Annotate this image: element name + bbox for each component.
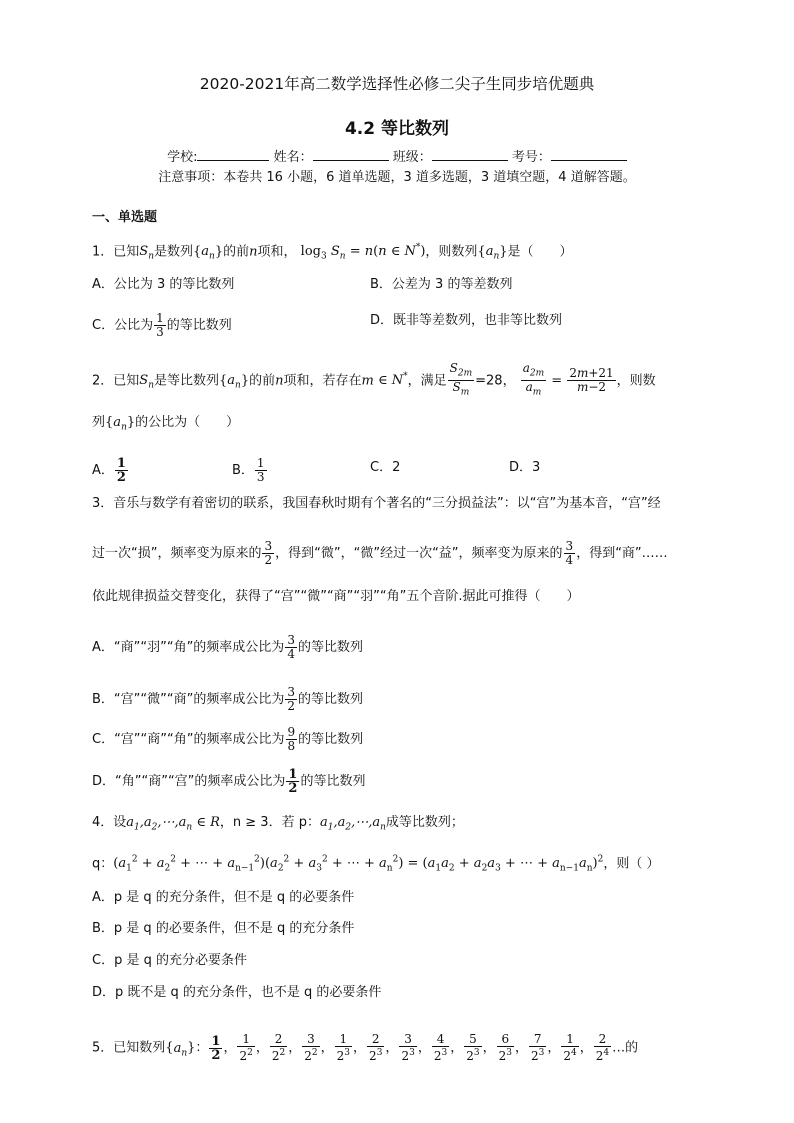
name-label: 姓名： bbox=[273, 150, 313, 165]
q2-option-a[interactable]: A． $\frac{1}{2}$ bbox=[92, 456, 126, 485]
q4-option-c[interactable]: C．p 是 q 的充分必要条件 bbox=[92, 953, 247, 968]
q1-option-c[interactable]: C．公比为 $\frac{1}{3}$ 的等比数列 bbox=[92, 311, 232, 339]
name-blank[interactable] bbox=[313, 148, 389, 161]
student-info-line bbox=[0, 146, 794, 165]
q4-option-b[interactable]: B．p 是 q 的必要条件，但不是 q 的充分条件 bbox=[92, 921, 355, 936]
question-3-line2: 过一次“损”，频率变为原来的 $\frac{3}{2}$ ，得到“微”，“微”经过一次“益”，频率变为原来的 $\frac{3}{4}$ ，得到“商”…… bbox=[92, 539, 668, 567]
section-subtitle: 4.2 等比数列 bbox=[344, 119, 450, 139]
question-5: 5．已知数列$\{a_n\}$： $\frac{1}{2}$ ， $\frac{1}{2^2}$ ， $\frac{2}{2^2}$ ， $\frac{3}{2^2}$ ， $\frac{1}{2^3}$ ， $\frac{2}{2^3}$ ， $\frac{3}{2^3}$ ， $\frac{4}{2^3}$ ， $\frac{5}{2^3}$ ， $\frac{6}{2^3}$ ， $\frac{7}{2^3}$ ， $\frac{1}{2^4}$ ， $\frac{2}{2^4}$ …的 bbox=[92, 1032, 639, 1063]
question-4-condition-q: q：($a_1^2 + a_2^2$ + ⋯ + $a_{n-1}^2)(a_2^2 + a_3^2$ + ⋯ + $a_n^2) = (a_1a_2 + a_2a_3$ + ⋯ + $a_{n-1}a_n)^2$，则（ ） bbox=[92, 855, 660, 874]
number-label: 考号： bbox=[511, 150, 551, 165]
notice: 注意事项：本卷共 16 小题，6 道单选题，3 道多选题，3 道填空题，4 道解答题。 bbox=[158, 170, 636, 185]
question-2: 2．已知$S_n$是等比数列$\{a_n\}$的前n项和，若存在m ∈ N*，满足 $\frac{S_{2m}}{S_m}$ =28， $\frac{a_{2m}}{a_m}$ = $\frac{2m+21}{m-2}$ ，则数 bbox=[92, 361, 656, 398]
question-3-line3: 依此规律损益交替变化，获得了“宫”“微”“商”“羽”“角”五个音阶.据此可推得（ ） bbox=[92, 589, 580, 604]
q3-option-c[interactable]: C．“宫”“商”“角”的频率成公比为 $\frac{9}{8}$ 的等比数列 bbox=[92, 725, 364, 753]
question-2-cont: 列$\{a_n\}$的公比为（ ） bbox=[92, 415, 240, 433]
q3-option-a[interactable]: A．“商”“羽”“角”的频率成公比为 $\frac{3}{4}$ 的等比数列 bbox=[92, 633, 363, 661]
q1-option-b[interactable]: B．公差为 3 的等差数列 bbox=[370, 277, 513, 292]
school-label: 学校: bbox=[167, 150, 198, 165]
class-blank[interactable] bbox=[432, 148, 508, 161]
q4-option-a[interactable]: A．p 是 q 的充分条件，但不是 q 的必要条件 bbox=[92, 890, 355, 905]
q3-option-b[interactable]: B．“宫”“微”“商”的频率成公比为 $\frac{3}{2}$ 的等比数列 bbox=[92, 685, 363, 713]
q2-option-c[interactable]: C．2 bbox=[370, 460, 401, 475]
q2-option-b[interactable]: B． $\frac{1}{3}$ bbox=[232, 456, 265, 484]
question-4: 4．设$a_1,a_2,\cdots,a_n$ ∈ R，n ≥ 3．若 p：$a_1,a_2,\cdots,a_n$成等比数列； bbox=[92, 815, 464, 833]
page-title: 2020-2021年高二数学选择性必修二尖子生同步培优题典 bbox=[199, 75, 595, 93]
q3-option-d[interactable]: D．“角”“商”“宫”的频率成公比为 $\frac{1}{2}$ 的等比数列 bbox=[92, 767, 366, 796]
school-blank[interactable] bbox=[197, 148, 269, 161]
q2-option-d[interactable]: D．3 bbox=[509, 460, 541, 475]
section-single-choice: 一、单选题 bbox=[92, 210, 158, 225]
question-3: 3．音乐与数学有着密切的联系，我国春秋时期有个著名的“三分损益法”：以“宫”为基本音，“宫”经 bbox=[92, 496, 661, 511]
question-1: 1．已知$S_n$是数列$\{a_n\}$的前n项和， $\log_3 S_n = n(n$ ∈ N*)，则数列$\{a_n\}$是（ ） bbox=[92, 243, 573, 262]
number-blank[interactable] bbox=[551, 148, 627, 161]
q1-option-d[interactable]: D．既非等差数列，也非等比数列 bbox=[370, 313, 563, 328]
class-label: 班级： bbox=[392, 150, 432, 165]
q1-option-a[interactable]: A．公比为 3 的等比数列 bbox=[92, 277, 235, 292]
q4-option-d[interactable]: D．p 既不是 q 的充分条件，也不是 q 的必要条件 bbox=[92, 985, 382, 1000]
